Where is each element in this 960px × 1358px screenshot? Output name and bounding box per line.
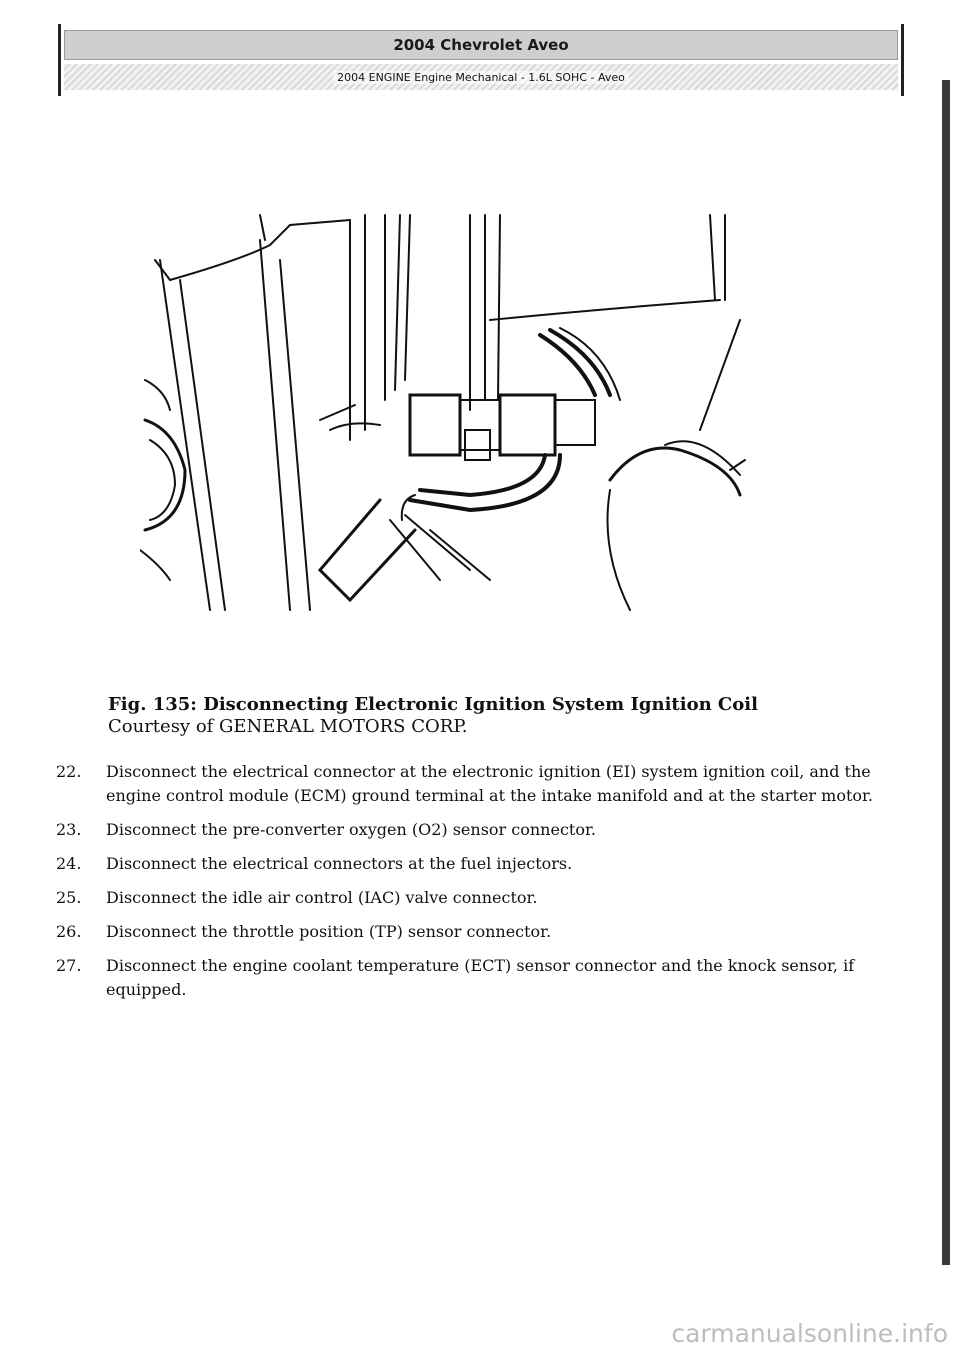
step-number: 26. <box>56 922 82 941</box>
figure-credit: Courtesy of GENERAL MOTORS CORP. <box>108 716 468 737</box>
figure-caption <box>108 694 758 738</box>
step-text: Disconnect the throttle position (TP) sensor connector. <box>106 922 552 941</box>
step-item <box>56 920 916 944</box>
subtitle-band <box>64 64 898 90</box>
step-item <box>56 886 916 910</box>
step-number: 24. <box>56 854 82 873</box>
figure-title: Fig. 135: Disconnecting Electronic Ignition System Ignition Coil <box>108 694 758 715</box>
step-item <box>56 954 916 1002</box>
step-text: Disconnect the idle air control (IAC) valve connector. <box>106 888 538 907</box>
step-number: 27. <box>56 956 82 975</box>
title-band <box>64 30 898 60</box>
page-right-edge <box>942 80 950 1265</box>
step-text: Disconnect the pre-converter oxygen (O2) sensor connector. <box>106 820 596 839</box>
step-number: 23. <box>56 820 82 839</box>
ignition-coil-illustration <box>140 200 760 620</box>
step-item <box>56 818 916 842</box>
page-header <box>58 24 904 96</box>
header-right-rule <box>901 24 904 96</box>
step-number: 25. <box>56 888 82 907</box>
step-text: Disconnect the electrical connectors at the fuel injectors. <box>106 854 573 873</box>
step-item <box>56 852 916 876</box>
step-number: 22. <box>56 762 82 781</box>
step-item <box>56 760 916 808</box>
header-title: 2004 Chevrolet Aveo <box>393 36 569 54</box>
procedure-steps <box>56 760 916 1012</box>
watermark: carmanualsonline.info <box>671 1319 948 1348</box>
header-left-rule <box>58 24 61 96</box>
step-text: Disconnect the electrical connector at the electronic ignition (EI) system ignition coil, and the engine control module (ECM) ground terminal at the intake manifold and at the starter motor. <box>106 762 873 805</box>
header-subtitle: 2004 ENGINE Engine Mechanical - 1.6L SOHC - Aveo <box>333 71 629 84</box>
step-text: Disconnect the engine coolant temperature (ECT) sensor connector and the knock sensor, if equipped. <box>106 956 855 999</box>
